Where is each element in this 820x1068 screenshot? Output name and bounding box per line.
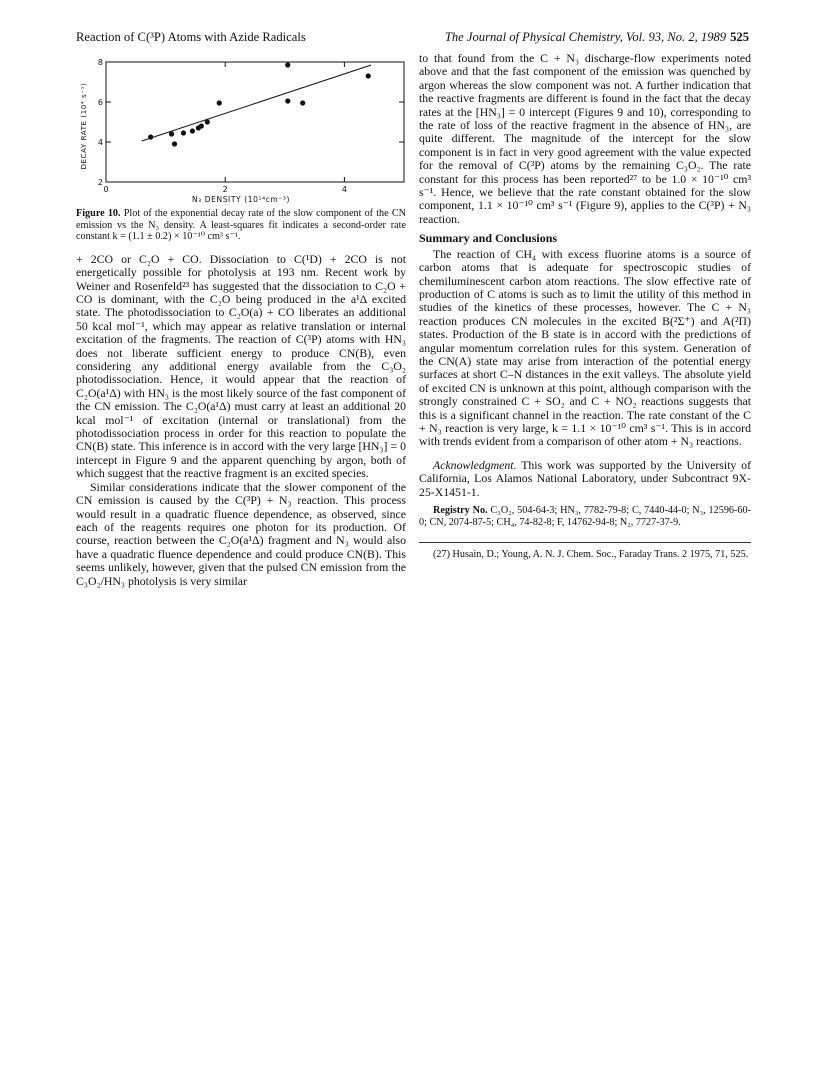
- journal-citation: The Journal of Physical Chemistry, Vol. 93, No. 2, 1989: [444, 30, 727, 44]
- figure-caption-text: Plot of the exponential decay rate of the slow component of the CN emission vs the N₃ density. A least-squares fit indicates a second-order rate constant k = (1.1 ± 0.2) × 10⁻¹⁰ cm³ s⁻¹.: [76, 208, 406, 243]
- registry-label: Registry No.: [433, 505, 488, 516]
- acknowledgment-text: This work was supported by the University of California, Los Alamos National Laboratory, under Subcontract 9X-25-X1451-1.: [419, 457, 751, 499]
- left-paragraph-1: + 2CO or C₂O + CO. Dissociation to C(¹D) + 2CO is not energetically possible for photolysis at 193 nm. Recent work by Weiner and Rosenfeld²³ has suggested that the dissociation to C₂O + CO is dominant, with the C₂O being produced in the a¹Δ excited state. The photodissociation to C₂O(a) + CO liberates an additional 50 kcal mol⁻¹, which may appear as relative translation or internal excitation of the fragments. The reaction of C(³P) atoms with HN₃ does not liberate sufficient energy to produce CN(B), even considering any additional energy available from the C₃O₂ photodissociation. Hence, it would appear that the reaction of C₂O(a¹Δ) with HN₃ is the most likely source of the fast component of the CN emission. The C₂O(a¹Δ) must carry at least an additional 20 kcal mol⁻¹ of excitation (internal or translational) from the photodissociation process in order for this reaction to populate the CN(B) state. This inference is in accord with the very large [HN₃] = 0 intercept in Figure 9 and the apparent quenching by argon, both of which suggest that the reactive fragment is an excited species.: [76, 251, 406, 481]
- x-tick-label: 0: [103, 185, 109, 194]
- section-heading-summary: Summary and Conclusions: [419, 231, 558, 246]
- figure-label: Figure 10.: [76, 208, 121, 219]
- x-axis-label: N₃ DENSITY (10¹⁴cm⁻³): [191, 195, 291, 204]
- page-number: 525: [730, 30, 749, 44]
- data-point: [285, 62, 290, 67]
- y-axis-label: DECAY RATE (10⁴ s⁻¹): [80, 82, 88, 170]
- acknowledgment: [419, 459, 751, 499]
- data-points: [148, 62, 371, 146]
- x-tick-label: 2: [222, 185, 228, 194]
- left-paragraph-2: Similar considerations indicate that the slower component of the CN emission is caused by the C(³P) + N₃ reaction. This process would result in a quadratic fluence dependence, as observed, since each of the reagents requires one photon for its production. Of course, reaction between the C₂O(a¹Δ) fragment and N₃ would also have a quadratic fluence dependence and could produce CN(B). This seems unlikely, however, given that the pulsed CN emission from the C₃O₂/HN₃ photolysis is very similar: [76, 479, 406, 588]
- summary-paragraph: The reaction of CH₄ with excess fluorine atoms is a source of carbon atoms that is adequate for spectroscopic studies of chemiluminescent carbon atom reactions. The slow effective rate of production of C atoms is such as to limit the utility of this method in studies of the kinetics of these processes, however. The C + N₃ reaction produces CN molecules in the excited B(²Σ⁺) and A(²Π) states. Production of the B state is in accord with the predictions of angular momentum correlation rules for this system. Generation of the CN(A) state may arise from interaction of the potential energy surfaces at short C–N distances in the exit valleys. The absolute yield of excited CN is unknown at this point, although comparison with the strongly constrained C + SO₂ and C + NO₂ reactions suggests that this is a significant channel in the reaction. The rate constant of the C + N₃ reaction is very large, k = 1.1 × 10⁻¹⁰ cm³ s⁻¹. This is in accord with trends evident from a comparison of other atom + N₃ reactions.: [419, 246, 751, 449]
- data-point: [217, 100, 222, 105]
- acknowledgment-label: Acknowledgment.: [433, 457, 517, 472]
- data-point: [172, 141, 177, 146]
- figure-caption: [76, 208, 406, 243]
- running-head-title: Reaction of C(³P) Atoms with Azide Radicals: [76, 30, 306, 44]
- chart-ticks: [98, 58, 404, 194]
- decay-rate-chart: [76, 52, 406, 204]
- y-tick-label: 4: [97, 138, 103, 147]
- left-column: [76, 52, 406, 588]
- footnote-divider: [419, 542, 751, 543]
- right-paragraph-1: to that found from the C + N₃ discharge-flow experiments noted above and that the fast component of the emission was quenched by argon whereas the slow component was not. A further indication that the reactive fragments are different is found in the fact that the decay rates at the [HN₃] = 0 intercept (Figures 9 and 10), corresponding to the rate of loss of the reactive fragment in the absence of HN₃, are quite different. The magnitude of the intercept for the slow component is in fact in very good agreement with the value expected for the removal of C(³P) atoms by the remaining C₃O₂. The rate constant for this process has been reported²⁷ to be 1.0 × 10⁻¹⁰ cm³ s⁻¹. Hence, we believe that the rate constant obtained for the slow component, 1.1 × 10⁻¹⁰ cm³ s⁻¹ (Figure 9), applies to the C(³P) + N₃ reaction.: [419, 51, 751, 226]
- data-point: [199, 123, 204, 128]
- fit-line-group: [142, 65, 371, 141]
- registry-text: C₃O₂, 504-64-3; HN₃, 7782-79-8; C, 7440-44-0; N₃, 12596-60-0; CN, 2074-87-5; CH₄, 74-82-8; F, 14762-94-8; N₂, 7727-37-9.: [419, 505, 752, 528]
- y-tick-label: 6: [97, 98, 103, 107]
- registry-numbers: [419, 505, 751, 528]
- data-point: [181, 130, 186, 135]
- y-tick-label: 8: [97, 58, 103, 67]
- figure-10: [76, 52, 406, 204]
- x-tick-label: 4: [341, 185, 347, 194]
- least-squares-fit-line: [142, 65, 371, 141]
- chart-axes: [106, 62, 404, 182]
- data-point: [148, 134, 153, 139]
- data-point: [190, 128, 195, 133]
- data-point: [285, 98, 290, 103]
- plot-frame: [106, 62, 404, 182]
- running-head: [76, 30, 749, 50]
- footnote-27: (27) Husain, D.; Young, A. N. J. Chem. Soc., Faraday Trans. 2 1975, 71, 525.: [433, 549, 749, 561]
- y-tick-label: 2: [97, 178, 103, 187]
- data-point: [205, 119, 210, 124]
- data-point: [366, 73, 371, 78]
- right-column: [419, 52, 751, 561]
- data-point: [169, 131, 174, 136]
- data-point: [300, 100, 305, 105]
- running-head-journal: [445, 30, 749, 45]
